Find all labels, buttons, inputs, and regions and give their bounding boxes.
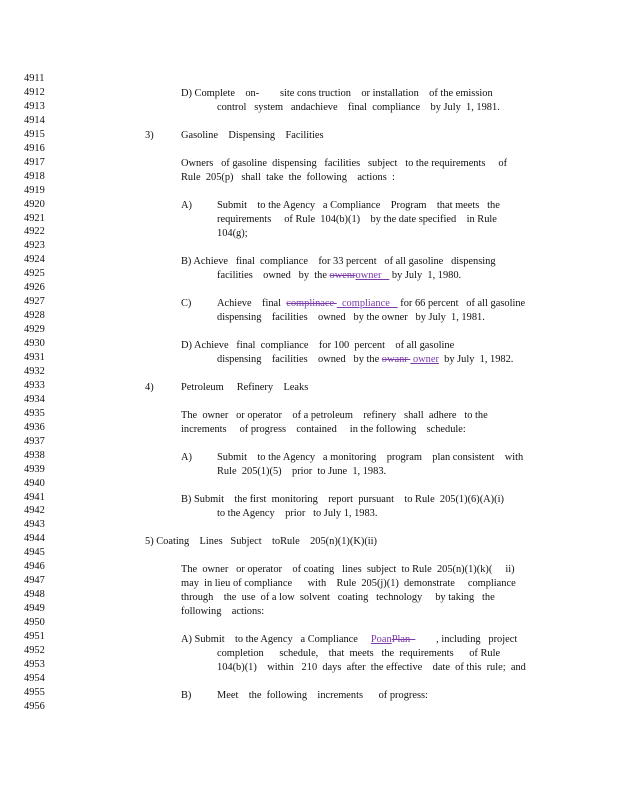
section-5-para-line4: following actions:	[181, 606, 265, 617]
line-number: 4949	[24, 603, 45, 615]
line-number: 4930	[24, 338, 45, 350]
section-3-item-a-line3: 104(g);	[217, 228, 248, 239]
deleted-text: owanr	[381, 354, 411, 365]
section-4-item-b-line2: to the Agency prior to July 1, 1983.	[217, 508, 378, 519]
section-4-para-line1: The owner or operator of a petroleum refinery shall adhere to the	[181, 410, 488, 421]
line-number: 4940	[24, 477, 45, 489]
section-5-para-line2: may in lieu of compliance with Rule 205(j)(1) demonstrate compliance	[181, 578, 516, 589]
line-number: 4945	[24, 547, 45, 559]
line-number: 4916	[24, 142, 45, 154]
section-3-para-line1: Owners of gasoline dispensing facilities subject to the requirements of	[181, 158, 508, 169]
section-5-title: 5) Coating Lines Subject toRule 205(n)(1)(K)(ii)	[145, 536, 378, 547]
section-5-item-a-line1: A) Submit to the Agency a Compliance PoanPlan , including project	[181, 634, 518, 645]
section-3-item-d-line1: D) Achieve final compliance for 100 percent of all gasoline	[181, 340, 455, 351]
section-3-item-c-line2: dispensing facilities owned by the owner by July 1, 1981.	[217, 312, 485, 323]
section-4-item-b-line1: B) Submit the first monitoring report pursuant to Rule 205(1)(6)(A)(i)	[181, 494, 504, 505]
line-number: 4936	[24, 421, 45, 433]
inserted-text: compliance	[336, 298, 398, 309]
inserted-text: owner	[355, 270, 390, 281]
line-number: 4912	[24, 86, 45, 98]
line-number: 4937	[24, 435, 45, 447]
line-number: 4920	[24, 198, 45, 210]
line-number: 4941	[24, 491, 45, 503]
section-5-item-a-line3: 104(b)(1) within 210 days after the effective date of this rule; and	[217, 662, 526, 673]
line-number: 4923	[24, 240, 45, 252]
section-3-number: 3)	[145, 130, 154, 141]
inserted-text: Poan	[370, 634, 392, 645]
line-number: 4924	[24, 254, 45, 266]
deleted-text: owenr	[329, 270, 356, 281]
inserted-text: owner	[410, 354, 439, 365]
line-number: 4953	[24, 658, 45, 670]
line-number: 4944	[24, 533, 45, 545]
line-number: 4922	[24, 226, 45, 238]
section-4-item-a-line1: Submit to the Agency a monitoring program plan consistent with	[217, 452, 524, 463]
line-number: 4942	[24, 505, 45, 517]
section-4-item-a-label: A)	[181, 452, 192, 463]
line-number: 4931	[24, 352, 45, 363]
section-5-item-a-line2: completion schedule, that meets the requirements of Rule	[217, 648, 501, 659]
line-number: 4929	[24, 324, 45, 336]
line-number: 4943	[24, 519, 45, 531]
item-d-line2: control system andachieve final compliance by July 1, 1981.	[217, 102, 500, 113]
line-number: 4913	[24, 100, 45, 112]
section-4-item-a-line2: Rule 205(1)(5) prior to June 1, 1983.	[217, 466, 387, 477]
line-number: 4918	[24, 170, 45, 182]
section-5-item-b-label: B)	[181, 690, 192, 701]
line-number: 4917	[24, 156, 45, 168]
line-number: 4954	[24, 672, 45, 684]
line-number: 4950	[24, 617, 45, 629]
section-4-number: 4)	[145, 382, 154, 393]
line-number: 4939	[24, 463, 45, 475]
line-number: 4926	[24, 282, 45, 294]
line-number: 4951	[24, 631, 45, 642]
deleted-text: complinace	[286, 298, 337, 309]
line-number: 4928	[24, 310, 45, 322]
line-number: 4955	[24, 686, 45, 698]
line-number: 4935	[24, 407, 45, 419]
line-number: 4946	[24, 561, 45, 573]
line-number: 4934	[24, 393, 45, 405]
line-number: 4915	[24, 128, 45, 140]
line-number: 4932	[24, 365, 45, 377]
section-3-item-b-line1: B) Achieve final compliance for 33 percent of all gasoline dispensing	[181, 256, 496, 267]
section-3-item-a-line1: Submit to the Agency a Compliance Program that meets the	[217, 200, 500, 211]
deleted-text: Plan	[391, 634, 416, 645]
line-number: 4948	[24, 589, 45, 601]
line-number: 4925	[24, 268, 45, 280]
line-number: 4914	[24, 114, 45, 126]
section-3-item-b-line2: facilities owned by the owenrowner by July 1, 1980.	[217, 270, 462, 281]
line-number: 4938	[24, 449, 45, 461]
line-number: 4927	[24, 296, 45, 308]
section-3-item-c-label: C)	[181, 298, 192, 309]
section-3-title: Gasoline Dispensing Facilities	[181, 130, 324, 141]
line-number: 4933	[24, 379, 45, 391]
line-number: 4947	[24, 575, 45, 587]
section-5-para-line1: The owner or operator of coating lines subject to Rule 205(n)(1)(k)( ii)	[181, 564, 515, 575]
section-4-title: Petroleum Refinery Leaks	[181, 382, 309, 393]
section-3-item-a-label: A)	[181, 200, 192, 211]
item-d-line1: D) Complete on- site cons truction or installation of the emission	[181, 88, 493, 99]
section-5-item-b-line1: Meet the following increments of progress:	[217, 690, 428, 701]
line-number: 4921	[24, 212, 45, 224]
section-3-item-d-line2: dispensing facilities owned by the owanr owner by July 1, 1982.	[217, 354, 514, 365]
section-4-para-line2: increments of progress contained in the following schedule:	[181, 424, 466, 435]
section-3-para-line2: Rule 205(p) shall take the following actions :	[181, 172, 395, 183]
section-3-item-c-line1: Achieve final complinace compliance for 66 percent of all gasoline	[217, 298, 526, 309]
line-number: 4956	[24, 700, 45, 712]
section-5-para-line3: through the use of a low solvent coating technology by taking the	[181, 592, 495, 603]
line-number: 4911	[24, 73, 45, 84]
line-number: 4919	[24, 184, 45, 196]
section-3-item-a-line2: requirements of Rule 104(b)(1) by the date specified in Rule	[217, 214, 497, 225]
line-number: 4952	[24, 644, 45, 656]
